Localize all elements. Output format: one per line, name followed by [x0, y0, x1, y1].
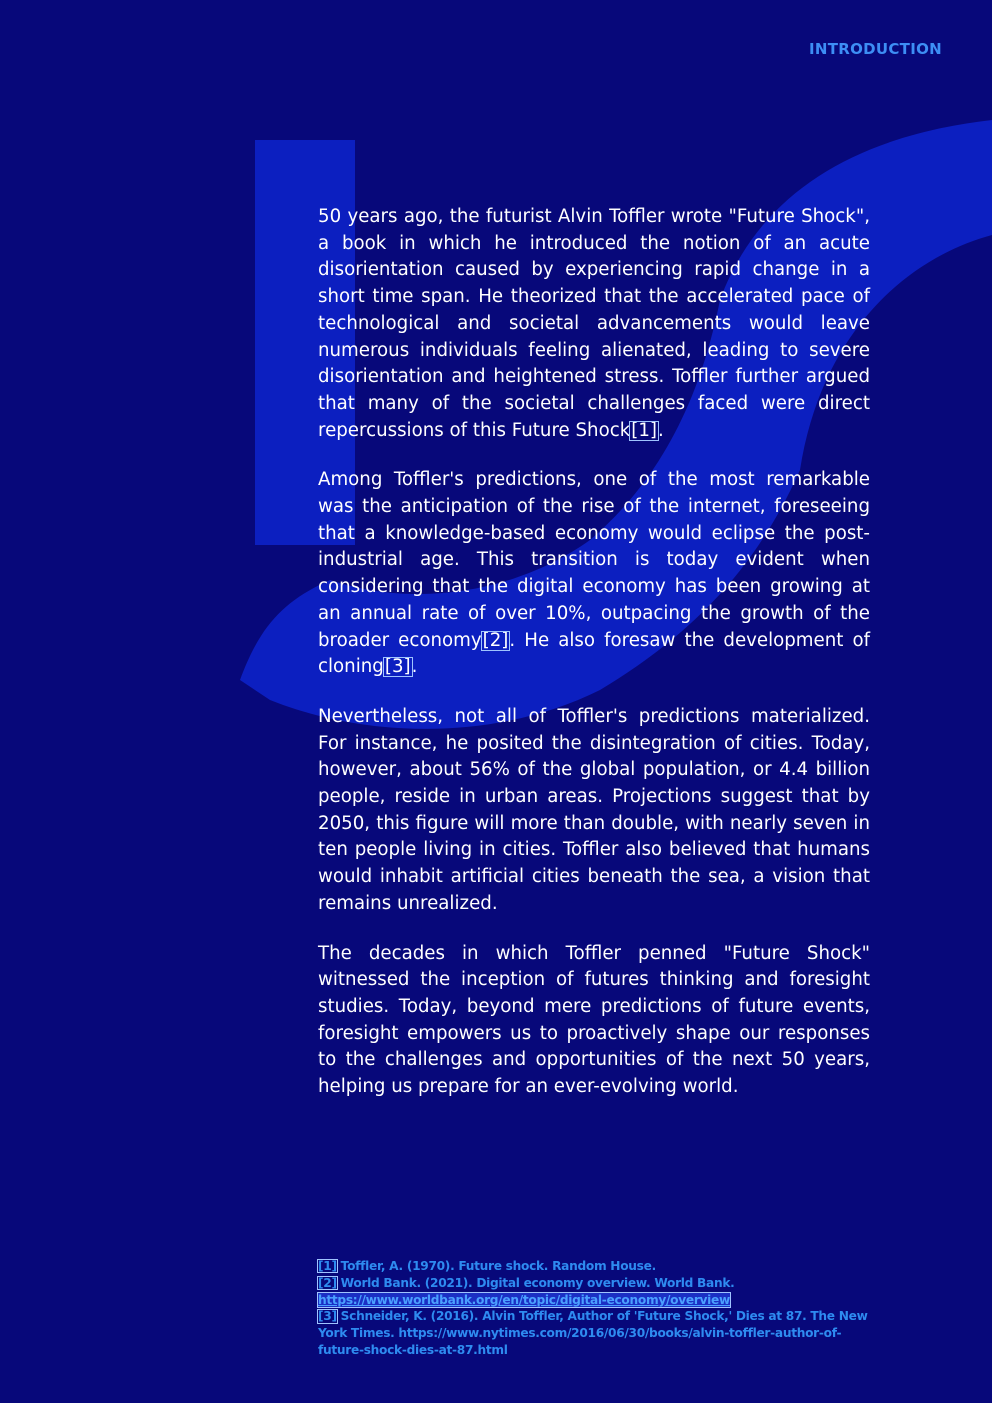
section-label: INTRODUCTION: [808, 40, 942, 58]
footnotes: [318, 1258, 878, 1359]
paragraph-1-text: 50 years ago, the futurist Alvin Toffler wrote "Future Shock", a book in which he introduced the notion of an acute disorientation caused by experiencing rapid change in a short time span. He theorized that the accelerated pace of technological and societal advancements would leave numerous individuals feeling alienated, leading to severe disorientation and heightened stress. Toffler further argued that many of the societal challenges faced were direct repercussions of this Future Shock: [318, 206, 870, 441]
footnote-1-text: Toffler, A. (1970). Future shock. Random House.: [336, 1259, 656, 1273]
paragraph-2: Among Toffler's predictions, one of the most remarkable was the anticipation of the rise of the internet, foreseeing that a knowledge-based economy would eclipse the post-industrial age. This transition is today evident when considering that the digital economy has been growing at an annual rate of over 10%, outpacing the growth of the broader economy[2]. He also foresaw the development of cloning[3].: [318, 469, 870, 678]
paragraph-2-text-a: Among Toffler's predictions, one of the most remarkable was the anticipation of the rise of the internet, foreseeing that a knowledge-based economy would eclipse the post-industrial age. This transition is today evident when considering that the digital economy has been growing at an annual rate of over 10%, outpacing the growth of the broader economy: [318, 469, 870, 651]
footnote-2-number[interactable]: [2]: [318, 1275, 337, 1290]
footnote-2-text: World Bank. (2021). Digital economy overview. World Bank.: [336, 1275, 735, 1290]
citation-link-3[interactable]: [3]: [384, 656, 411, 678]
footnote-1: [318, 1258, 878, 1275]
paragraph-1: 50 years ago, the futurist Alvin Toffler wrote "Future Shock", a book in which he introduced the notion of an acute disorientation caused by experiencing rapid change in a short time span. He theorized that the accelerated pace of technological and societal advancements would leave numerous individuals feeling alienated, leading to severe disorientation and heightened stress. Toffler further argued that many of the societal challenges faced were direct repercussions of this Future Shock[1].: [318, 206, 870, 441]
footnote-1-number[interactable]: [1]: [318, 1259, 337, 1273]
citation-link-1[interactable]: [1]: [631, 419, 657, 441]
footnote-3-text: Schneider, K. (2016). Alvin Toffler, Author of 'Future Shock,' Dies at 87. The New York Times. https://www.nytimes.com/2016/06/30/books/alvin-toffler-author-of-future-shock-dies-at-87.html: [318, 1309, 868, 1357]
paragraph-4: The decades in which Toffler penned "Future Shock" witnessed the inception of futures thinking and foresight studies. Today, beyond mere predictions of future events, foresight empowers us to proactively shape our responses to the challenges and opportunities of the next 50 years, helping us prepare for an ever-evolving world.: [318, 942, 870, 1098]
paragraph-2-text-b: . He also foresaw the development of cloning: [318, 629, 870, 678]
footnote-2-link[interactable]: https://www.worldbank.org/en/topic/digital-economy/overview: [318, 1292, 730, 1307]
footnote-3: [318, 1308, 878, 1358]
footnote-2: [318, 1275, 878, 1309]
citation-link-2[interactable]: [2]: [482, 629, 509, 651]
footnote-3-number[interactable]: [3]: [318, 1309, 337, 1324]
paragraph-3: Nevertheless, not all of Toffler's predictions materialized. For instance, he posited the disintegration of cities. Today, however, about 56% of the global population, or 4.4 billion people, reside in urban areas. Projections suggest that by 2050, this figure will more than double, with nearly seven in ten people living in cities. Toffler also believed that humans would inhabit artificial cities beneath the sea, a vision that remains unrealized.: [318, 705, 870, 914]
intro-body: [318, 204, 870, 1124]
